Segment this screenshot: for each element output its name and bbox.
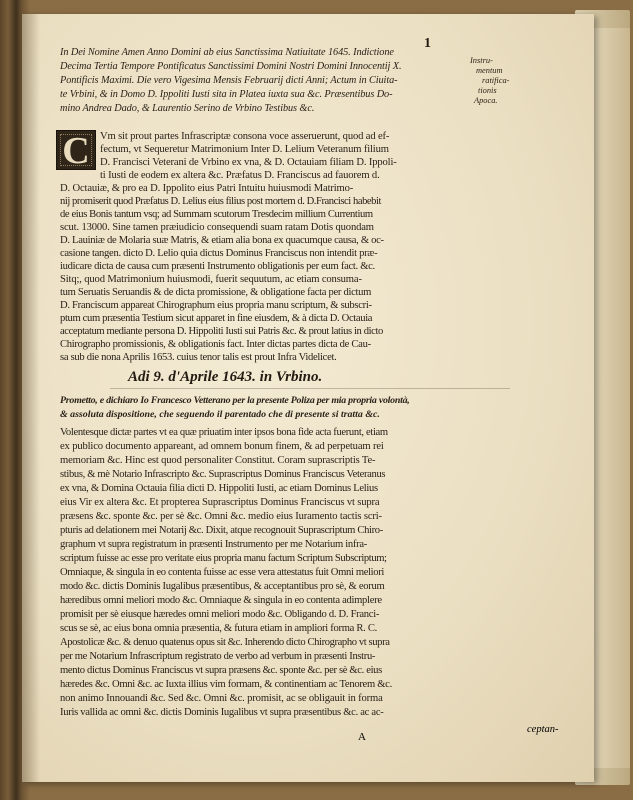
margin-note-line: mentum <box>476 66 503 75</box>
text-line: non animo Innouandi &c. Sed &c. Omni &c. promisit, ac se obligauit in forma <box>60 693 383 704</box>
text-line: Vm sit prout partes Infrascriptæ consona voce asseruerunt, quod ad ef- <box>100 131 390 142</box>
text-line: Volentesque dictæ partes vt ea quæ priuatim inter ipsos bona fide acta fuerunt, etiam <box>60 427 388 438</box>
header-line: Decima Tertia Tempore Pontificatus Sanctissimi Domini Nostri Domini Innocentij X. <box>60 61 402 72</box>
declaration-line: & assoluta dispositione, che seguendo il parentado che di presente si tratta &c. <box>60 409 380 420</box>
text-line: acceptatum mediante persona D. Hippoliti Iusti sui Patris &c. & prout latius in dicto <box>60 326 383 337</box>
heading-rule <box>110 388 510 389</box>
text-line: ex publico documento appareant, ad omnem bonum finem, & ad perpetuam rei <box>60 441 384 452</box>
signature-mark: A <box>358 731 366 743</box>
text-line: præsens &c. sponte &c. per sè &c. Omni &c. medio eius Iuramento tactis scri- <box>60 511 382 522</box>
text-line: casione tangen. dicto D. Lelio quia dictus Dominus Franciscus non intendit præ- <box>60 248 378 259</box>
header-line: te Vrbini, & in Domo D. Ippoliti Iusti sita in Platea iuxta sua &c. Præsentibus Do- <box>60 89 393 100</box>
text-line: scus se sè, ac eius bona omnia præsentia, & futura etiam in ampliori forma R. C. <box>60 623 377 634</box>
margin-note-line: ratifica- <box>482 76 510 85</box>
text-line: D. Francisci Veterani de Vrbino ex vna, & D. Octauiam filiam D. Ippoli- <box>100 157 397 168</box>
section-heading: Adi 9. d'Aprile 1643. in Vrbino. <box>128 369 323 385</box>
text-line: D. Octauiæ, & pro ea D. Ippolito eius Patri Intuitu huiusmodi Matrimo- <box>60 183 354 194</box>
text-line: eius Vir ex altera &c. Et propterea Suprascriptus Dominus Franciscus vt supra <box>60 497 380 508</box>
text-line: iudicare dicta de causa cum præsenti Instrumento obligationis per eum fact. &c. <box>60 261 375 272</box>
text-line: hæredes &c. Omni &c. ac Iuxta illius vim formam, & continentiam ac Tenorem &c. <box>60 679 392 690</box>
text-line: promisit per sè eiusque hæredes omni meliori modo &c. Obligando d. D. Franci- <box>60 609 380 620</box>
text-line: Omniaque, & singula in eo contenta fuisse ac esse vera attestatus fuit Omni meliori <box>60 567 384 578</box>
text-line: nij promiserit quod Præfatus D. Lelius eius filius post mortem d. D.Francisci habebit <box>60 196 382 207</box>
text-line: ti Iusti de eodem ex altera &c. Præfatus D. Franciscus ad fauorem d. <box>100 170 380 181</box>
header-line: Pontificis Maximi. Die vero Vigesima Mensis Februarij dicti Anni; Actum in Ciuita- <box>60 75 398 86</box>
text-line: D. Franciscum appareat Chirographum eius propria manu scriptum, & subscri- <box>60 300 372 311</box>
text-line: Chirographo promissionis, & obligationis fact. Inter dictas partes dicta de Cau- <box>60 339 371 350</box>
text-line: de eius Bonis tantum vsq; ad Summam scutorum Tresdecim millium Currentium <box>60 209 373 220</box>
margin-note-line: Apoca. <box>474 96 498 105</box>
text-line: fectum, vt Sequeretur Matrimonium Inter D. Lelium Veteranum filium <box>100 144 389 155</box>
text-line: D. Lauiniæ de Molaria suæ Matris, & etiam alia bona ex quacumque causa, & oc- <box>60 235 384 246</box>
margin-note-line: Instru- <box>470 56 493 65</box>
text-line: ptum cum præsentia Testium sicut apparet in fine eiusdem, & à dicta D. Octauia <box>60 313 373 324</box>
text-line: per me Notarium Infrascriptum registrato de verbo ad verbum in præsenti Instru- <box>60 651 376 662</box>
header-line: In Dei Nomine Amen Anno Domini ab eius Sanctissima Natiuitate 1645. Indictione <box>60 47 394 58</box>
text-line: Iuris vallida ac omni &c. dictis Dominis Iugalibus vt supra præsentibus &c. ac ac- <box>60 707 384 718</box>
text-line: modo &c. dictis Dominis Iugalibus præsentibus, & acceptantibus pro sè, & eorum <box>60 581 385 592</box>
margin-note <box>470 56 509 106</box>
text-line: scut. 13000. Sine tamen præiudicio consequendi suam ratam Dotis quondam <box>60 222 374 233</box>
text-line: stibus, & mè Notario Infrascripto &c. Suprascriptus Dominus Franciscus Veteranus <box>60 469 386 480</box>
text-line: scriptum fuisse ac esse pro veritate eius propria manu factum Scriptum Subscriptum; <box>60 553 387 564</box>
decorated-initial-letter: C <box>62 130 90 172</box>
margin-note-line: tionis <box>478 86 497 95</box>
text-line: Apostolicæ &c. & denuo quatenus opus sit &c. Inherendo dicto Chirographo vt supra <box>60 637 390 648</box>
catchword: ceptan- <box>527 724 559 735</box>
text-line: memoriam &c. Hinc est quod personaliter Constitut. Coram suprascriptis Te- <box>60 455 376 466</box>
text-line: Sitq;, quod Matrimonium huiusmodi, fuerit sequutum, ac etiam consuma- <box>60 274 362 285</box>
decorated-initial <box>56 130 96 170</box>
text-line: ex vna, & Domina Octauia filia dicti D. Hippoliti Iusti, ac etiam Dominus Lelius <box>60 483 378 494</box>
text-line: tum Seruatis Seruandis & de dicta promissione, & obligatione facta per dictum <box>60 287 372 298</box>
text-line: sa sub die nona Aprilis 1653. cuius tenor talis est prout Infra Videlicet. <box>60 352 337 363</box>
text-line: mento dictus Dominus Franciscus vt supra præsens &c. sponte &c. per sè &c. eius <box>60 665 382 676</box>
declaration-line: Prometto, e dichiaro Io Francesco Vetterano per la presente Poliza per mia propria volontà, <box>60 395 410 406</box>
back-pages-edge-inner <box>592 28 630 768</box>
text-line: graphum vt supra registratum in præsenti Instrumento per me Notarium infra- <box>60 539 368 550</box>
text-line: hæredibus omni meliori modo &c. Omniaque & singula in eo contenta adimplere <box>60 595 382 606</box>
text-line: pturis ad delationem mei Notarij &c. Dixit, atque recognouit Suprascriptum Chiro- <box>60 525 383 536</box>
header-line: mino Andrea Dado, & Laurentio Serino de Vrbino Testibus &c. <box>60 103 315 114</box>
page-number: 1 <box>424 36 431 51</box>
page-gutter-shadow <box>22 14 40 782</box>
